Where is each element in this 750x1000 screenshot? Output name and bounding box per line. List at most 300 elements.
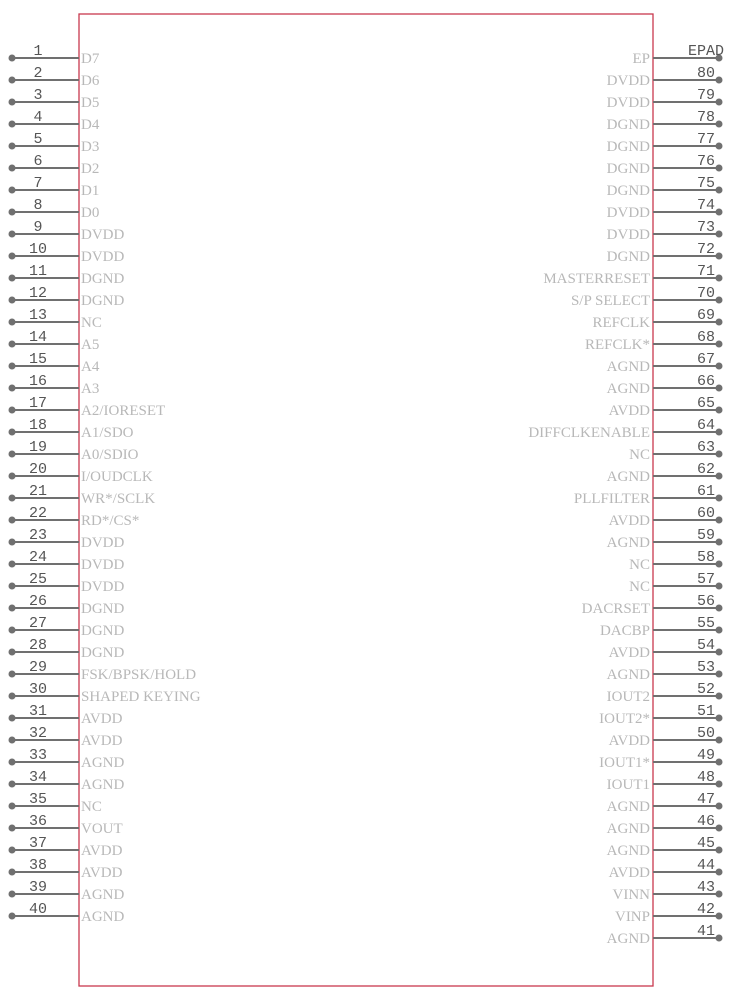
- pin-number: 26: [28, 593, 48, 610]
- pin-number: 68: [696, 329, 716, 346]
- pin-endpoint: [716, 363, 723, 370]
- pin-label: IOUT1: [606, 777, 650, 793]
- pin-number: 63: [696, 439, 716, 456]
- pin-label: IOUT2: [606, 689, 650, 705]
- pin-label: D5: [81, 95, 100, 111]
- pin-label: A3: [81, 381, 100, 397]
- pin-endpoint: [9, 539, 16, 546]
- pin-35: [9, 791, 102, 815]
- pin-14: [9, 329, 100, 353]
- pin-endpoint: [9, 825, 16, 832]
- pin-endpoint: [716, 319, 723, 326]
- pin-number: 73: [696, 219, 716, 236]
- pin-74: [607, 197, 723, 221]
- pin-number: 37: [28, 835, 48, 852]
- pin-label: DVDD: [606, 205, 650, 221]
- pin-47: [607, 791, 723, 815]
- pin-79: [607, 87, 723, 111]
- pin-endpoint: [716, 407, 723, 414]
- pin-endpoint: [716, 869, 723, 876]
- pin-6: [9, 153, 100, 177]
- pin-endpoint: [716, 605, 723, 612]
- pin-endpoint: [716, 253, 723, 260]
- pin-label: DGND: [81, 293, 125, 309]
- pin-endpoint: [9, 297, 16, 304]
- pin-label: DGND: [81, 271, 125, 287]
- pin-63: [629, 439, 722, 463]
- pin-16: [9, 373, 100, 397]
- pin-number: 6: [33, 153, 43, 170]
- pin-number: 43: [696, 879, 716, 896]
- pin-endpoint: [716, 187, 723, 194]
- pin-endpoint: [716, 275, 723, 282]
- pin-number: 41: [696, 923, 716, 940]
- pin-68: [585, 329, 723, 353]
- pin-endpoint: [716, 891, 723, 898]
- pin-label: AGND: [606, 843, 650, 859]
- pin-number: 78: [696, 109, 716, 126]
- pin-72: [607, 241, 723, 265]
- pin-endpoint: [716, 517, 723, 524]
- pin-endpoint: [716, 715, 723, 722]
- pin-label: D1: [81, 183, 100, 199]
- right-pin-group: [528, 43, 724, 947]
- pin-73: [607, 219, 723, 243]
- pin-58: [629, 549, 722, 573]
- pin-label: VINP: [614, 909, 650, 925]
- pin-number: 27: [28, 615, 48, 632]
- pin-15: [9, 351, 100, 375]
- pin-label: AGND: [606, 359, 650, 375]
- pin-number: 23: [28, 527, 48, 544]
- pin-endpoint: [9, 451, 16, 458]
- pin-label: DVDD: [81, 557, 125, 573]
- pin-number: 47: [696, 791, 716, 808]
- pin-endpoint: [9, 649, 16, 656]
- pin-label: DGND: [81, 645, 125, 661]
- pin-number: 77: [696, 131, 716, 148]
- pin-label: AGND: [606, 535, 650, 551]
- pin-31: [9, 703, 123, 727]
- pin-label: DGND: [606, 183, 650, 199]
- pin-20: [9, 461, 153, 485]
- pin-label: AVDD: [608, 645, 650, 661]
- pin-number: 33: [28, 747, 48, 764]
- pin-18: [9, 417, 134, 441]
- pin-endpoint: [716, 693, 723, 700]
- pin-number: 64: [696, 417, 716, 434]
- pin-endpoint: [9, 693, 16, 700]
- pin-endpoint: [9, 627, 16, 634]
- pin-number: 52: [696, 681, 716, 698]
- pin-label: MASTERRESET: [543, 271, 650, 287]
- pin-label: DVDD: [606, 73, 650, 89]
- pin-number: 17: [28, 395, 48, 412]
- pin-endpoint: [9, 671, 16, 678]
- pin-42: [615, 901, 723, 925]
- pin-number: 55: [696, 615, 716, 632]
- pin-number: 13: [28, 307, 48, 324]
- pin-number: 25: [28, 571, 48, 588]
- pin-label: A1/SDO: [81, 425, 134, 441]
- pin-43: [613, 879, 723, 903]
- pin-36: [9, 813, 123, 837]
- pin-endpoint: [716, 231, 723, 238]
- pin-67: [607, 351, 723, 375]
- pin-number: 75: [696, 175, 716, 192]
- pin-1: [9, 43, 100, 67]
- pin-80: [607, 65, 723, 89]
- pin-3: [9, 87, 100, 111]
- pin-number: 48: [696, 769, 716, 786]
- pin-12: [9, 285, 125, 309]
- pin-endpoint: [9, 275, 16, 282]
- pin-number: 76: [696, 153, 716, 170]
- pin-endpoint: [716, 671, 723, 678]
- pin-77: [607, 131, 723, 155]
- pin-number: 74: [696, 197, 716, 214]
- pin-label: VOUT: [81, 821, 123, 837]
- pin-number: 29: [28, 659, 48, 676]
- pin-label: AGND: [81, 909, 125, 925]
- pin-endpoint: [9, 495, 16, 502]
- pin-number: 10: [28, 241, 48, 258]
- pin-number: 24: [28, 549, 48, 566]
- pin-label: DACBP: [599, 623, 650, 639]
- pin-endpoint: [9, 759, 16, 766]
- pin-endpoint: [716, 759, 723, 766]
- pin-endpoint: [9, 913, 16, 920]
- pin-41: [607, 923, 723, 947]
- pin-label: AVDD: [81, 711, 123, 727]
- pin-number: 62: [696, 461, 716, 478]
- pin-number: 40: [28, 901, 48, 918]
- pin-label: DGND: [606, 161, 650, 177]
- pin-endpoint: [9, 143, 16, 150]
- pin-endpoint: [716, 781, 723, 788]
- pin-number: 39: [28, 879, 48, 896]
- pin-endpoint: [9, 715, 16, 722]
- pin-endpoint: [9, 187, 16, 194]
- pin-label: IOUT2*: [599, 711, 650, 727]
- pin-number: 66: [696, 373, 716, 390]
- pin-number: 31: [28, 703, 48, 720]
- pin-number: EPAD: [687, 43, 725, 60]
- pin-number: 36: [28, 813, 48, 830]
- pin-17: [9, 395, 166, 419]
- pin-number: 45: [696, 835, 716, 852]
- pin-label: REFCLK: [592, 315, 650, 331]
- pin-label: D0: [81, 205, 100, 221]
- pin-label: DVDD: [606, 227, 650, 243]
- pin-number: 72: [696, 241, 716, 258]
- pin-endpoint: [716, 209, 723, 216]
- pin-endpoint: [716, 341, 723, 348]
- pin-59: [607, 527, 723, 551]
- pin-49: [599, 747, 722, 771]
- pin-endpoint: [716, 495, 723, 502]
- pin-endpoint: [9, 363, 16, 370]
- pin-number: 67: [696, 351, 716, 368]
- pin-label: NC: [629, 557, 650, 573]
- pin-endpoint: [9, 209, 16, 216]
- pin-endpoint: [716, 561, 723, 568]
- pin-number: 44: [696, 857, 716, 874]
- pin-number: 69: [696, 307, 716, 324]
- pin-label: D2: [81, 161, 100, 177]
- pin-label: DGND: [81, 601, 125, 617]
- pin-endpoint: [716, 913, 723, 920]
- pin-number: 9: [33, 219, 43, 236]
- pin-number: 42: [696, 901, 716, 918]
- pin-endpoint: [716, 473, 723, 480]
- pin-number: 71: [696, 263, 716, 280]
- pin-endpoint: [716, 429, 723, 436]
- pin-endpoint: [9, 781, 16, 788]
- pin-number: 34: [28, 769, 48, 786]
- pin-endpoint: [716, 451, 723, 458]
- pin-endpoint: [716, 297, 723, 304]
- pin-5: [9, 131, 100, 155]
- pin-number: 59: [696, 527, 716, 544]
- pin-number: 53: [696, 659, 716, 676]
- pin-24: [9, 549, 125, 573]
- pin-endpoint: [9, 99, 16, 106]
- pin-label: PLLFILTER: [573, 491, 650, 507]
- pin-26: [9, 593, 125, 617]
- pin-number: 58: [696, 549, 716, 566]
- pin-number: 8: [33, 197, 43, 214]
- pin-endpoint: [716, 165, 723, 172]
- pin-number: 4: [33, 109, 43, 126]
- pin-7: [9, 175, 100, 199]
- pin-number: 3: [33, 87, 43, 104]
- pin-51: [599, 703, 722, 727]
- pin-label: A5: [81, 337, 100, 353]
- pin-13: [9, 307, 102, 331]
- pin-label: A4: [81, 359, 100, 375]
- left-pin-group: [9, 43, 201, 925]
- pin-label: AGND: [606, 799, 650, 815]
- pin-65: [609, 395, 723, 419]
- pin-label: VINN: [612, 887, 650, 903]
- pin-endpoint: [9, 77, 16, 84]
- pin-endpoint: [9, 341, 16, 348]
- pin-number: 30: [28, 681, 48, 698]
- pin-label: AGND: [606, 821, 650, 837]
- pin-label: S/P SELECT: [570, 293, 650, 309]
- pin-number: 19: [28, 439, 48, 456]
- pin-label: DVDD: [81, 535, 125, 551]
- pin-endpoint: [9, 605, 16, 612]
- pin-50: [609, 725, 723, 749]
- pin-number: 1: [33, 43, 43, 60]
- pin-56: [582, 593, 723, 617]
- pin-48: [607, 769, 723, 793]
- pin-label: AVDD: [608, 865, 650, 881]
- pin-endpoint: [9, 803, 16, 810]
- pin-label: AVDD: [608, 513, 650, 529]
- pin-number: 21: [28, 483, 48, 500]
- pin-number: 20: [28, 461, 48, 478]
- pin-label: SHAPED KEYING: [81, 689, 201, 705]
- pin-endpoint: [716, 847, 723, 854]
- pin-endpoint: [716, 737, 723, 744]
- pin-33: [9, 747, 125, 771]
- pin-label: D4: [81, 117, 100, 133]
- pin-number: 18: [28, 417, 48, 434]
- pin-30: [9, 681, 201, 705]
- pin-endpoint: [716, 583, 723, 590]
- pin-label: NC: [81, 799, 102, 815]
- pin-number: 54: [696, 637, 716, 654]
- pin-label: AGND: [81, 777, 125, 793]
- pin-label: DIFFCLKENABLE: [528, 425, 650, 441]
- pin-10: [9, 241, 125, 265]
- pin-endpoint: [9, 253, 16, 260]
- pin-label: DVDD: [81, 579, 125, 595]
- pin-number: 46: [696, 813, 716, 830]
- pin-23: [9, 527, 125, 551]
- pin-57: [629, 571, 722, 595]
- pin-62: [607, 461, 723, 485]
- pin-endpoint: [716, 649, 723, 656]
- pin-number: 14: [28, 329, 48, 346]
- pin-label: I/OUDCLK: [81, 469, 153, 485]
- pin-label: AVDD: [81, 733, 123, 749]
- pin-endpoint: [9, 55, 16, 62]
- pin-78: [607, 109, 723, 133]
- pin-endpoint: [9, 319, 16, 326]
- pin-label: DGND: [606, 249, 650, 265]
- pin-4: [9, 109, 100, 133]
- pin-number: 56: [696, 593, 716, 610]
- pin-28: [9, 637, 125, 661]
- pin-label: DGND: [606, 139, 650, 155]
- pin-number: 65: [696, 395, 716, 412]
- pin-number: 15: [28, 351, 48, 368]
- pin-29: [9, 659, 197, 683]
- pin-45: [607, 835, 723, 859]
- pin-69: [592, 307, 722, 331]
- pin-endpoint: [716, 99, 723, 106]
- pin-55: [600, 615, 723, 639]
- pin-number: 61: [696, 483, 716, 500]
- pin-endpoint: [9, 429, 16, 436]
- pin-label: DVDD: [606, 95, 650, 111]
- pin-number: 11: [28, 263, 48, 280]
- pin-endpoint: [716, 627, 723, 634]
- pin-37: [9, 835, 123, 859]
- pin-endpoint: [9, 473, 16, 480]
- pin-11: [9, 263, 125, 287]
- pin-46: [607, 813, 723, 837]
- pin-number: 32: [28, 725, 48, 742]
- pin-label: DACRSET: [581, 601, 650, 617]
- pin-endpoint: [9, 737, 16, 744]
- pin-76: [607, 153, 723, 177]
- pin-label: NC: [81, 315, 102, 331]
- pin-endpoint: [9, 869, 16, 876]
- pin-endpoint: [716, 935, 723, 942]
- pin-label: AVDD: [608, 733, 650, 749]
- pin-label: DGND: [606, 117, 650, 133]
- pin-label: AGND: [81, 755, 125, 771]
- pin-label: D6: [81, 73, 100, 89]
- pin-number: 50: [696, 725, 716, 742]
- pin-label: AVDD: [608, 403, 650, 419]
- pin-number: 7: [33, 175, 43, 192]
- pin-25: [9, 571, 125, 595]
- pin-60: [609, 505, 723, 529]
- pin-label: D7: [81, 51, 100, 67]
- pin-endpoint: [9, 561, 16, 568]
- pin-label: DGND: [81, 623, 125, 639]
- pin-number: 5: [33, 131, 43, 148]
- pin-label: DVDD: [81, 249, 125, 265]
- pin-label: A0/SDIO: [81, 447, 139, 463]
- pin-number: 70: [696, 285, 716, 302]
- pin-label: NC: [629, 579, 650, 595]
- pin-8: [9, 197, 100, 221]
- pin-EPAD: [632, 43, 724, 67]
- pin-label: AGND: [606, 381, 650, 397]
- pin-endpoint: [716, 539, 723, 546]
- pin-21: [9, 483, 156, 507]
- pin-label: EP: [632, 51, 650, 67]
- pin-number: 38: [28, 857, 48, 874]
- pin-number: 51: [696, 703, 716, 720]
- pin-endpoint: [9, 121, 16, 128]
- pin-endpoint: [716, 121, 723, 128]
- pin-53: [607, 659, 723, 683]
- pin-27: [9, 615, 125, 639]
- pin-44: [609, 857, 723, 881]
- pin-22: [9, 505, 140, 529]
- pin-38: [9, 857, 123, 881]
- pin-40: [9, 901, 125, 925]
- pin-endpoint: [9, 165, 16, 172]
- pin-endpoint: [716, 825, 723, 832]
- pin-number: 49: [696, 747, 716, 764]
- pin-19: [9, 439, 139, 463]
- pin-9: [9, 219, 125, 243]
- pin-71: [543, 263, 722, 287]
- pin-endpoint: [716, 143, 723, 150]
- pin-label: WR*/SCLK: [81, 491, 156, 507]
- pin-label: AGND: [81, 887, 125, 903]
- pin-32: [9, 725, 123, 749]
- pin-61: [574, 483, 723, 507]
- pin-number: 22: [28, 505, 48, 522]
- pin-endpoint: [716, 385, 723, 392]
- pin-54: [609, 637, 723, 661]
- pin-label: AGND: [606, 469, 650, 485]
- pin-label: REFCLK*: [584, 337, 650, 353]
- pin-label: AGND: [606, 667, 650, 683]
- pin-endpoint: [9, 231, 16, 238]
- pin-39: [9, 879, 125, 903]
- pin-endpoint: [9, 385, 16, 392]
- pin-label: D3: [81, 139, 100, 155]
- pin-endpoint: [9, 891, 16, 898]
- pin-number: 2: [33, 65, 43, 82]
- component-body: [79, 14, 653, 986]
- pin-label: FSK/BPSK/HOLD: [81, 667, 197, 683]
- pin-70: [571, 285, 723, 309]
- pin-label: IOUT1*: [599, 755, 650, 771]
- pin-label: RD*/CS*: [81, 513, 140, 529]
